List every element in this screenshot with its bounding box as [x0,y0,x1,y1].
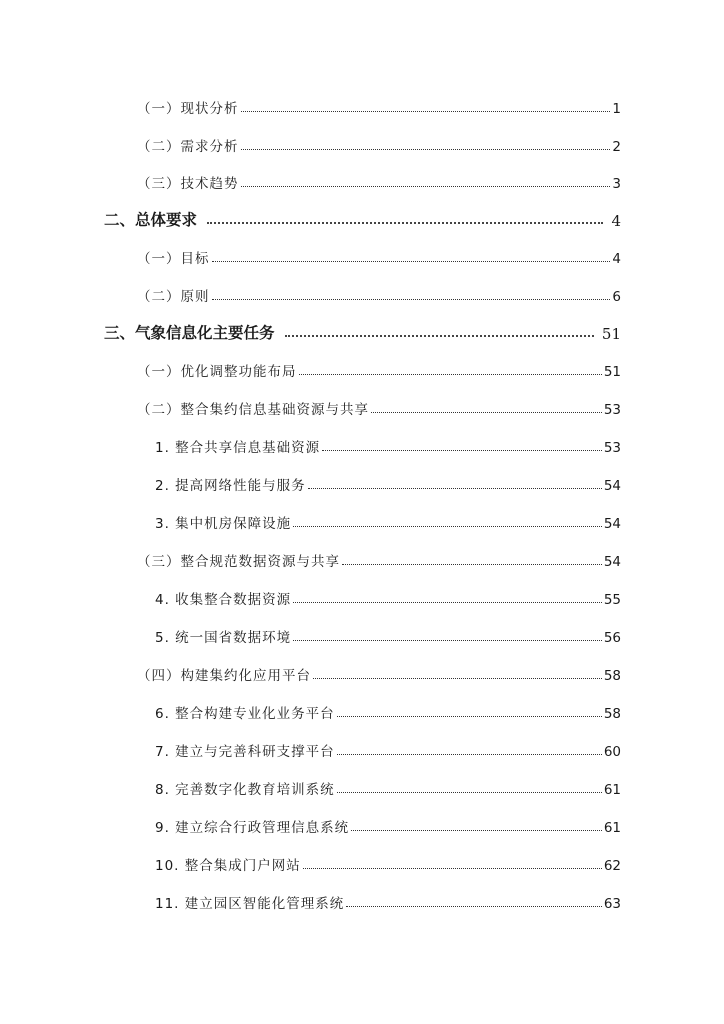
toc-entry-page: 58 [603,706,621,722]
toc-entry-page: 53 [603,440,621,456]
dot-leader [212,299,611,300]
toc-entry[interactable] [155,738,621,760]
dot-leader [293,526,602,527]
dot-leader [313,678,602,679]
dot-leader [285,335,594,337]
toc-entry[interactable] [137,95,621,117]
toc-entry-chapter[interactable] [104,208,621,230]
toc-entry[interactable] [137,358,621,380]
toc-entry[interactable] [155,852,621,874]
dot-leader [293,640,602,641]
toc-entry-page: 51 [601,325,621,343]
dot-leader [299,374,602,375]
toc-entry-page: 62 [603,858,621,874]
toc-entry-page: 1 [612,101,621,117]
dot-leader [241,111,611,112]
toc-entry-page: 53 [603,402,621,418]
toc-entry[interactable] [155,700,621,722]
toc-entry[interactable] [137,396,621,418]
toc-entry-title: （二）需求分析 [137,139,239,155]
toc-entry[interactable] [137,662,621,684]
toc-entry-title: 4. 收集整合数据资源 [155,592,292,608]
dot-leader [207,222,603,224]
toc-entry-page: 2 [612,139,621,155]
toc-entry-chapter[interactable] [104,321,621,343]
toc-entry-title: （三）技术趋势 [137,176,239,192]
toc-entry-title: 三、气象信息化主要任务 [104,324,275,342]
toc-entry[interactable] [155,510,621,532]
toc-entry-title: （一）目标 [137,251,210,267]
toc-entry-title: 2. 提高网络性能与服务 [155,478,306,494]
toc-entry-page: 55 [603,592,621,608]
toc-entry-page: 60 [603,744,621,760]
toc-entry[interactable] [137,283,621,305]
dot-leader [212,261,611,262]
toc-entry-page: 3 [612,176,621,192]
dot-leader [241,149,611,150]
toc-entry-title: 1. 整合共享信息基础资源 [155,440,321,456]
toc-entry[interactable] [155,434,621,456]
toc-entry[interactable] [155,624,621,646]
toc-entry-page: 54 [603,554,621,570]
toc-entry-title: 3. 集中机房保障设施 [155,516,292,532]
toc-entry-title: 9. 建立综合行政管理信息系统 [155,820,350,836]
toc-entry-page: 58 [603,668,621,684]
toc-entry[interactable] [155,586,621,608]
toc-entry[interactable] [155,776,621,798]
toc-entry-title: （四）构建集约化应用平台 [137,668,311,684]
toc-entry-page: 61 [603,782,621,798]
toc-entry-title: （一）现状分析 [137,101,239,117]
toc-entry-page: 4 [611,212,621,230]
dot-leader [337,716,602,717]
toc-entry-title: （一）优化调整功能布局 [137,364,297,380]
toc-entry-title: 二、总体要求 [104,211,198,229]
dot-leader [241,186,611,187]
toc-entry-title: 11. 建立园区智能化管理系统 [155,896,345,912]
dot-leader [346,906,602,907]
dot-leader [303,868,602,869]
toc-entry[interactable] [155,814,621,836]
toc-entry[interactable] [137,245,621,267]
toc-entry-page: 63 [603,896,621,912]
dot-leader [322,450,602,451]
toc-entry-title: 7. 建立与完善科研支撑平台 [155,744,335,760]
toc-entry-page: 54 [603,516,621,532]
toc-entry[interactable] [155,890,621,912]
toc-entry-page: 56 [603,630,621,646]
toc-entry-title: 6. 整合构建专业化业务平台 [155,706,335,722]
toc-entry-page: 54 [603,478,621,494]
dot-leader [308,488,602,489]
toc-entry[interactable] [137,170,621,192]
toc-entry-title: （二）原则 [137,289,210,305]
toc-entry-page: 51 [603,364,621,380]
toc-entry-title: 8. 完善数字化教育培训系统 [155,782,335,798]
toc-entry-page: 61 [603,820,621,836]
toc-entry-title: 10. 整合集成门户网站 [155,858,301,874]
toc-entry[interactable] [137,133,621,155]
dot-leader [342,564,602,565]
toc-entry-title: （三）整合规范数据资源与共享 [137,554,340,570]
dot-leader [371,412,602,413]
dot-leader [337,754,602,755]
dot-leader [337,792,602,793]
toc-entry-page: 4 [612,251,621,267]
toc-entry-page: 6 [612,289,621,305]
dot-leader [293,602,602,603]
toc-entry[interactable] [155,472,621,494]
dot-leader [351,830,602,831]
toc-entry-title: 5. 统一国省数据环境 [155,630,292,646]
toc-entry[interactable] [137,548,621,570]
toc-entry-title: （二）整合集约信息基础资源与共享 [137,402,369,418]
